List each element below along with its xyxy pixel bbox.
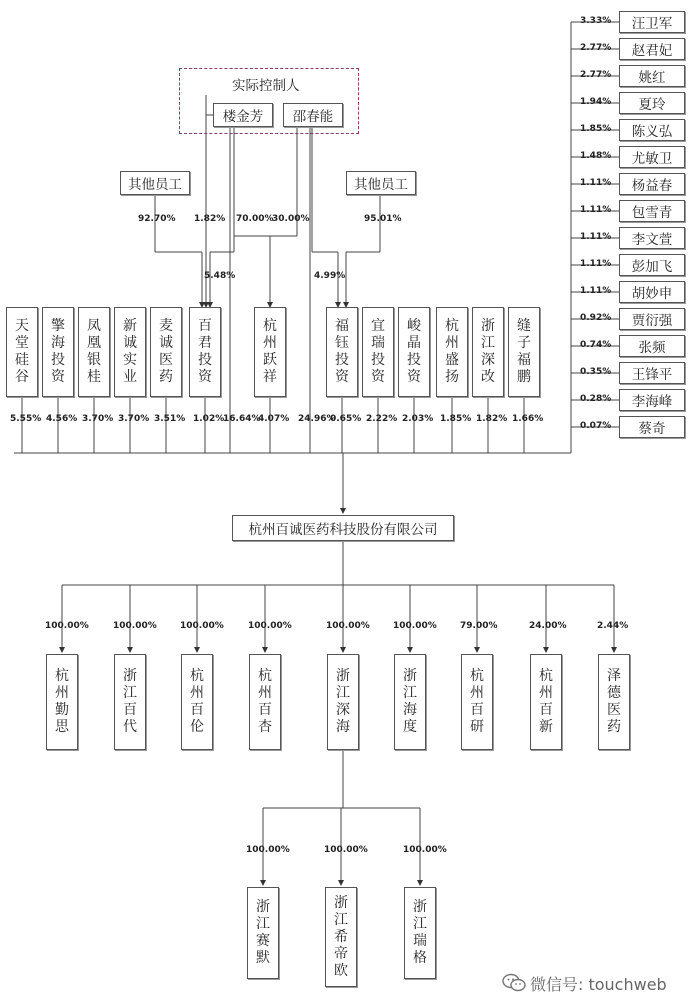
- box-char: 药: [607, 719, 621, 735]
- box-char: 擎: [51, 318, 65, 334]
- subsidiary-box: [327, 654, 359, 750]
- box-char: 凤: [87, 318, 101, 334]
- subsidiary-box: [394, 654, 426, 750]
- shareholder-box: [78, 307, 110, 397]
- box-char: 投: [51, 352, 65, 368]
- shareholder-box: [472, 307, 504, 397]
- box-char: 资: [407, 369, 421, 385]
- shareholder-pct: 1.82%: [476, 414, 508, 424]
- subsidiary-box: [46, 654, 78, 750]
- shareholder-box: [6, 307, 38, 397]
- box-char: 州: [445, 335, 459, 351]
- shareholder-pct: 0.65%: [330, 414, 362, 424]
- subsidiary-pct: 100.00%: [248, 621, 292, 631]
- individual-pct: 0.35%: [580, 367, 612, 377]
- box-char: 盛: [445, 352, 459, 368]
- box-char: 州: [470, 685, 484, 701]
- individual-box: 汪卫军: [619, 11, 685, 33]
- pct-shao-fuyu: 4.99%: [314, 271, 346, 281]
- box-char: 福: [517, 352, 531, 368]
- box-char: 谷: [15, 369, 29, 385]
- box-char: 赛: [256, 933, 270, 949]
- box-char: 凰: [87, 335, 101, 351]
- shareholder-box: [398, 307, 430, 397]
- box-char: 江: [256, 916, 270, 932]
- box-char: 百: [258, 702, 272, 718]
- individual-box: 陈义弘: [619, 119, 685, 141]
- box-char: 投: [335, 352, 349, 368]
- box-char: 缝: [517, 318, 531, 334]
- box-char: 医: [159, 352, 173, 368]
- box-char: 实: [123, 352, 137, 368]
- shareholder-pct: 2.03%: [402, 414, 434, 424]
- shareholder-pct: 1.02%: [193, 414, 225, 424]
- box-char: 诚: [123, 335, 137, 351]
- box-char: 浙: [334, 894, 348, 911]
- box-char: 杏: [258, 719, 272, 735]
- box-char: 杭: [445, 318, 459, 334]
- box-char: 资: [51, 369, 65, 385]
- individual-pct: 2.77%: [580, 70, 612, 80]
- subsidiary-box: [461, 654, 493, 750]
- pct-lou-baijun-2: 5.48%: [204, 271, 236, 281]
- subsidiary-pct: 24.00%: [529, 621, 567, 631]
- individual-pct: 1.11%: [580, 232, 612, 242]
- box-char: 浙: [336, 668, 350, 684]
- box-char: 杭: [190, 668, 204, 684]
- box-char: 天: [15, 318, 29, 334]
- subsidiary-box: [530, 654, 562, 750]
- pct-emp2: 95.01%: [364, 214, 402, 224]
- box-char: 改: [481, 369, 495, 385]
- sub-subsidiary-box: [404, 887, 436, 979]
- person-shao: 邵春能: [283, 103, 343, 127]
- subsidiary-box: [598, 654, 630, 750]
- shareholder-box: [150, 307, 182, 397]
- individual-pct: 1.11%: [580, 178, 612, 188]
- box-char: 思: [55, 719, 69, 735]
- box-char: 鹏: [517, 369, 531, 385]
- box-char: 杭: [55, 668, 69, 684]
- box-char: 宜: [371, 318, 385, 334]
- box-char: 医: [607, 702, 621, 718]
- box-char: 德: [607, 685, 621, 701]
- subsidiary-pct: 79.00%: [460, 621, 498, 631]
- individual-box: 尤敏卫: [619, 146, 685, 168]
- box-char: 新: [539, 719, 553, 735]
- box-char: 杭: [263, 318, 277, 334]
- shareholder-box: [114, 307, 146, 397]
- other-employees-2: 其他员工: [346, 171, 416, 195]
- individual-box: 张频: [619, 335, 685, 357]
- individual-pct: 1.11%: [580, 205, 612, 215]
- box-char: 帝: [334, 945, 348, 962]
- box-char: 欧: [334, 962, 348, 979]
- box-char: 跃: [263, 352, 277, 368]
- individual-box: 彭加飞: [619, 254, 685, 276]
- individual-pct: 3.33%: [580, 16, 612, 26]
- individual-box: 杨益春: [619, 173, 685, 195]
- individual-pct: 2.77%: [580, 43, 612, 53]
- shareholder-box: [436, 307, 468, 397]
- wechat-icon: [502, 973, 526, 993]
- subsidiary-pct: 2.44%: [597, 621, 629, 631]
- box-char: 浙: [256, 899, 270, 915]
- shareholder-pct: 4.07%: [258, 414, 290, 424]
- direct-pct-lou: 16.64%: [223, 414, 261, 424]
- box-char: 桂: [87, 369, 101, 385]
- subsidiary-pct: 100.00%: [113, 621, 157, 631]
- box-char: 麦: [159, 318, 173, 334]
- individual-box: 夏玲: [619, 92, 685, 114]
- shareholder-box: [254, 307, 286, 397]
- box-char: 州: [55, 685, 69, 701]
- sub-subsidiary-pct: 100.00%: [246, 845, 290, 855]
- box-char: 勤: [55, 702, 69, 718]
- shareholder-box: [42, 307, 74, 397]
- individual-pct: 1.94%: [580, 97, 612, 107]
- box-char: 江: [334, 911, 348, 928]
- box-char: 堂: [15, 335, 29, 351]
- box-char: 投: [371, 352, 385, 368]
- box-char: 硅: [15, 352, 29, 368]
- box-char: 杭: [470, 668, 484, 684]
- individual-box: 李海峰: [619, 389, 685, 411]
- shareholder-pct: 4.56%: [46, 414, 78, 424]
- individual-box: 王锋平: [619, 362, 685, 384]
- pct-lou-baijun: 1.82%: [194, 214, 226, 224]
- box-char: 钰: [335, 335, 349, 351]
- box-char: 深: [481, 352, 495, 368]
- box-char: 江: [481, 335, 495, 351]
- box-char: 江: [413, 916, 427, 932]
- shareholder-pct: 3.51%: [154, 414, 186, 424]
- box-char: 江: [403, 685, 417, 701]
- box-char: 杭: [539, 668, 553, 684]
- subsidiary-pct: 100.00%: [326, 621, 370, 631]
- box-char: 峻: [407, 318, 421, 334]
- box-char: 州: [190, 685, 204, 701]
- individual-pct: 0.92%: [580, 313, 612, 323]
- watermark-text: 微信号: touchweb: [530, 974, 667, 994]
- direct-pct-shao: 24.96%: [298, 414, 336, 424]
- box-char: 浙: [403, 668, 417, 684]
- box-char: 江: [336, 685, 350, 701]
- watermark: [502, 966, 698, 1000]
- subsidiary-box: [181, 654, 213, 750]
- box-char: 研: [470, 719, 484, 735]
- shareholder-pct: 2.22%: [366, 414, 398, 424]
- box-char: 州: [539, 685, 553, 701]
- sub-subsidiary-box: [247, 887, 279, 979]
- box-char: 江: [123, 685, 137, 701]
- box-char: 百: [198, 318, 212, 334]
- box-char: 投: [198, 352, 212, 368]
- sub-subsidiary-box: [325, 887, 357, 987]
- shareholder-pct: 1.85%: [440, 414, 472, 424]
- shareholder-pct: 3.70%: [82, 414, 114, 424]
- individual-box: 姚红: [619, 65, 685, 87]
- shareholder-pct: 5.55%: [10, 414, 42, 424]
- box-char: 海: [51, 335, 65, 351]
- individual-box: 赵君妃: [619, 38, 685, 60]
- box-char: 代: [123, 719, 137, 735]
- individual-box: 李文萱: [619, 227, 685, 249]
- box-char: 格: [413, 950, 427, 966]
- individual-pct: 0.74%: [580, 340, 612, 350]
- box-char: 投: [407, 352, 421, 368]
- subsidiary-box: [114, 654, 146, 750]
- individual-pct: 1.85%: [580, 124, 612, 134]
- box-char: 诚: [159, 335, 173, 351]
- box-char: 银: [87, 352, 101, 368]
- box-char: 浙: [481, 318, 495, 334]
- box-char: 资: [335, 369, 349, 385]
- box-char: 海: [403, 702, 417, 718]
- box-char: 瑞: [413, 933, 427, 949]
- box-char: 君: [198, 335, 212, 351]
- shareholder-pct: 3.70%: [118, 414, 150, 424]
- pct-shao-yuexiang: 30.00%: [272, 214, 310, 224]
- box-char: 海: [336, 719, 350, 735]
- individual-pct: 1.11%: [580, 259, 612, 269]
- box-char: 业: [123, 369, 137, 385]
- individual-box: 贾衍强: [619, 308, 685, 330]
- box-char: 州: [263, 335, 277, 351]
- box-char: 浙: [123, 668, 137, 684]
- box-char: 度: [403, 719, 417, 735]
- box-char: 福: [335, 318, 349, 334]
- person-lou: 楼金芳: [213, 103, 273, 127]
- box-char: 晶: [407, 335, 421, 351]
- box-char: 资: [198, 369, 212, 385]
- company-box: 杭州百诚医药科技股份有限公司: [232, 515, 454, 541]
- box-char: 深: [336, 702, 350, 718]
- individual-pct: 0.07%: [580, 421, 612, 431]
- box-char: 州: [258, 685, 272, 701]
- individual-box: 包雪青: [619, 200, 685, 222]
- box-char: 百: [190, 702, 204, 718]
- pct-lou-yuexiang: 70.00%: [236, 214, 274, 224]
- box-char: 百: [470, 702, 484, 718]
- shareholder-pct: 1.66%: [512, 414, 544, 424]
- individual-box: 胡妙申: [619, 281, 685, 303]
- controller-label: 实际控制人: [232, 78, 300, 94]
- box-char: 扬: [445, 369, 459, 385]
- shareholder-box: [362, 307, 394, 397]
- box-char: 泽: [607, 668, 621, 684]
- subsidiary-box: [249, 654, 281, 750]
- other-employees-1: 其他员工: [120, 171, 190, 195]
- subsidiary-pct: 100.00%: [180, 621, 224, 631]
- individual-pct: 1.48%: [580, 151, 612, 161]
- box-char: 子: [517, 335, 531, 351]
- individual-pct: 0.28%: [580, 394, 612, 404]
- box-char: 新: [123, 318, 137, 334]
- pct-emp1: 92.70%: [138, 214, 176, 224]
- subsidiary-pct: 100.00%: [393, 621, 437, 631]
- box-char: 资: [371, 369, 385, 385]
- subsidiary-pct: 100.00%: [45, 621, 89, 631]
- box-char: 祥: [263, 369, 277, 385]
- individual-pct: 1.11%: [580, 286, 612, 296]
- box-char: 瑞: [371, 335, 385, 351]
- box-char: 浙: [413, 899, 427, 915]
- sub-subsidiary-pct: 100.00%: [403, 845, 447, 855]
- box-char: 药: [159, 369, 173, 385]
- shareholder-box: [326, 307, 358, 397]
- sub-subsidiary-pct: 100.00%: [324, 845, 368, 855]
- shareholder-box: [189, 307, 221, 397]
- individual-box: 蔡奇: [619, 416, 685, 438]
- box-char: 伦: [190, 719, 204, 735]
- box-char: 默: [256, 950, 270, 966]
- box-char: 百: [539, 702, 553, 718]
- box-char: 希: [334, 928, 348, 945]
- shareholder-box: [508, 307, 540, 397]
- box-char: 百: [123, 702, 137, 718]
- box-char: 杭: [258, 668, 272, 684]
